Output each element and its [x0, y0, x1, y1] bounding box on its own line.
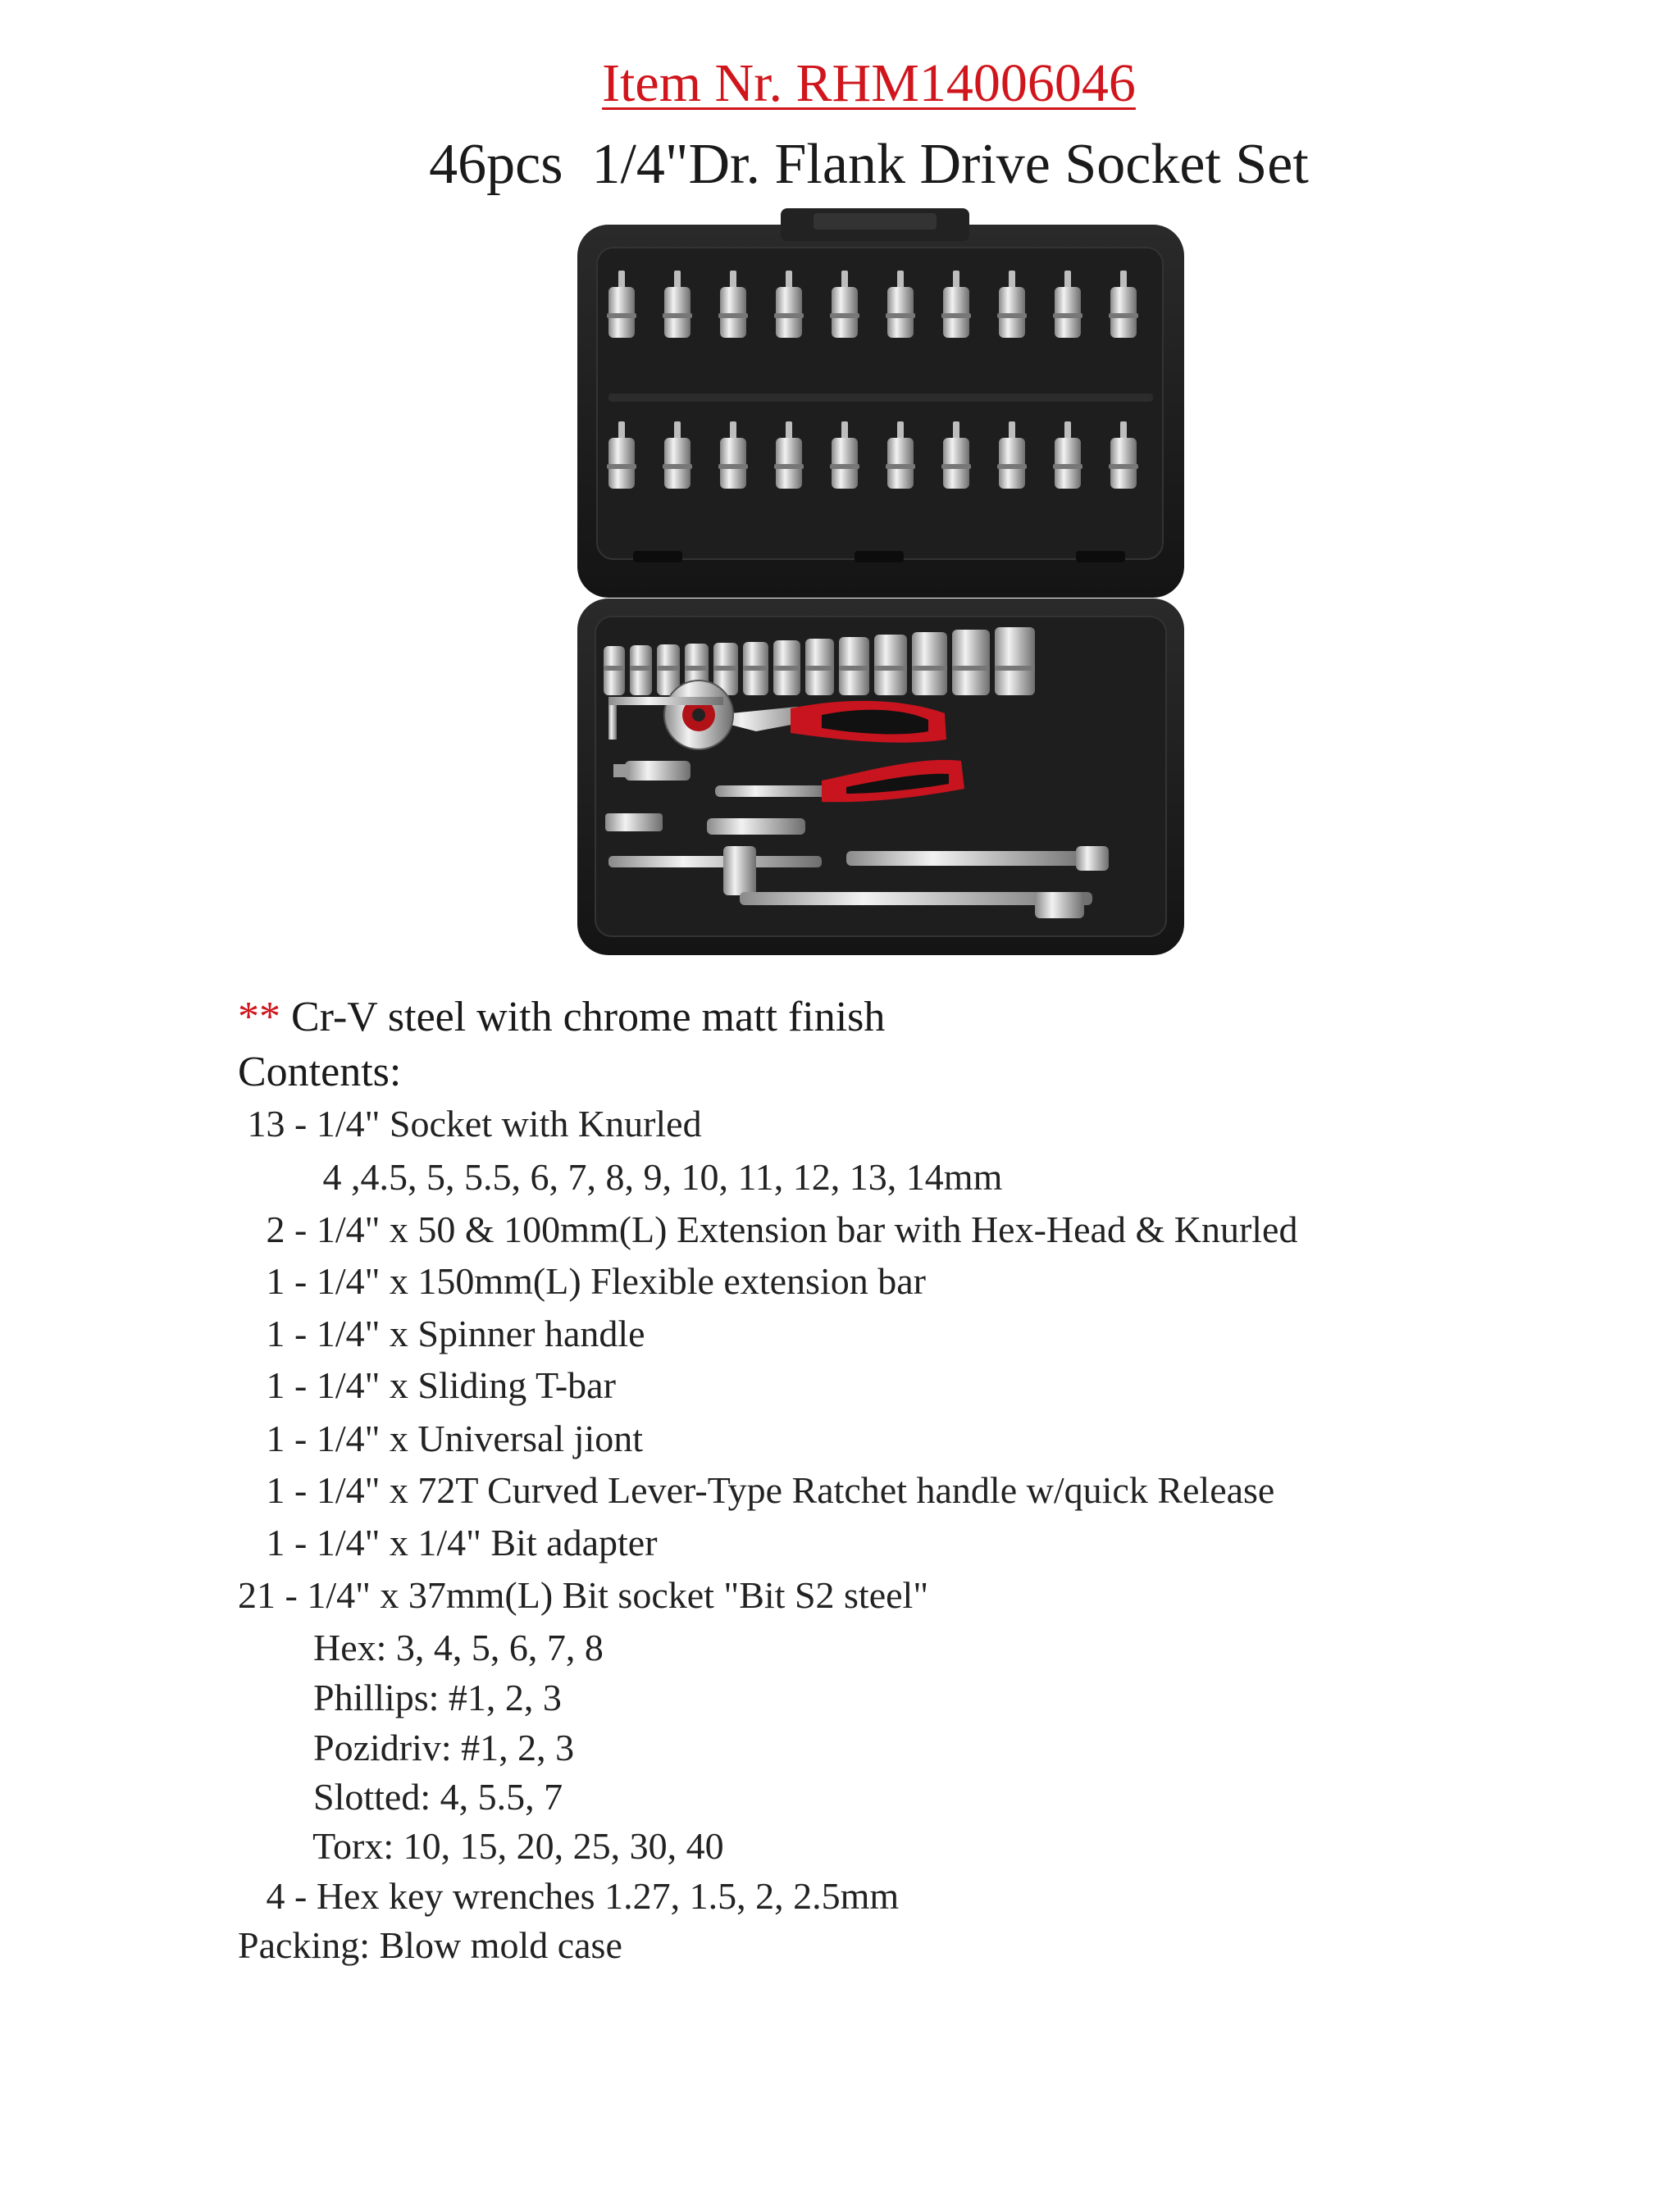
contents-line: 13 - 1/4" Socket with Knurled: [238, 1103, 702, 1145]
contents-line: Packing: Blow mold case: [238, 1924, 622, 1966]
contents-line: 21 - 1/4" x 37mm(L) Bit socket "Bit S2 steel": [238, 1574, 929, 1616]
contents-line: Slotted: 4, 5.5, 7: [238, 1776, 563, 1818]
feature-line: [238, 992, 885, 1043]
contents-line: 1 - 1/4" x Spinner handle: [238, 1313, 645, 1354]
contents-line: 1 - 1/4" x 150mm(L) Flexible extension bar: [238, 1260, 926, 1302]
contents-line: 1 - 1/4" x 1/4" Bit adapter: [238, 1522, 658, 1563]
contents-line: 1 - 1/4" x Sliding T-bar: [238, 1364, 616, 1406]
item-number: Item Nr. RHM14006046: [602, 53, 1136, 113]
contents-line: 1 - 1/4" x Universal jiont: [238, 1418, 644, 1459]
contents-line: Hex: 3, 4, 5, 6, 7, 8: [238, 1627, 604, 1668]
contents-heading: Contents:: [238, 1049, 402, 1095]
bit-adapter: [605, 813, 663, 831]
contents-line: 4 ,4.5, 5, 5.5, 6, 7, 8, 9, 10, 11, 12, 13, 14mm: [238, 1156, 1003, 1198]
contents-line: Phillips: #1, 2, 3: [238, 1677, 562, 1718]
contents-line: Torx: 10, 15, 20, 25, 30, 40: [238, 1825, 724, 1867]
contents-line: 2 - 1/4" x 50 & 100mm(L) Extension bar with Hex-Head & Knurled: [238, 1208, 1298, 1250]
socket-set-case-image: [576, 207, 1203, 957]
contents-line: 1 - 1/4" x 72T Curved Lever-Type Ratchet handle w/quick Release: [238, 1469, 1275, 1511]
feature-stars: **: [238, 994, 280, 1040]
case-lid: [577, 208, 1184, 598]
product-title: 46pcs 1/4"Dr. Flank Drive Socket Set: [429, 133, 1309, 196]
contents-line: 4 - Hex key wrenches 1.27, 1.5, 2, 2.5mm: [238, 1875, 900, 1917]
contents-line: Pozidriv: #1, 2, 3: [238, 1727, 575, 1768]
feature-text: Cr-V steel with chrome matt finish: [280, 994, 886, 1040]
